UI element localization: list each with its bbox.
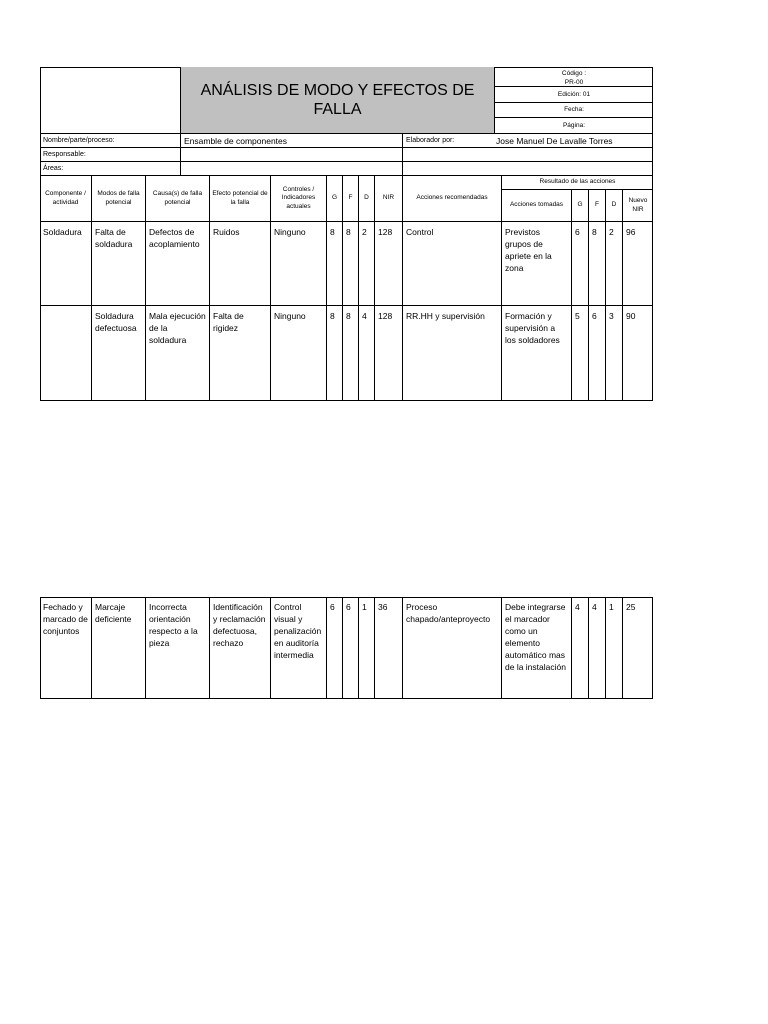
col-d: D — [359, 176, 375, 222]
edicion-cell — [494, 87, 653, 103]
codigo-value: PR-00 — [564, 79, 584, 86]
table-row-2-d2: 3 — [606, 306, 623, 401]
elaborador-label: Elaborador por: — [406, 137, 455, 144]
table-row-1-modo: Falta de soldadura — [92, 222, 146, 306]
col-componente: Componente / actividad — [40, 176, 92, 222]
col-nuevo-nir: Nuevo NIR — [623, 190, 653, 222]
table-row-2-control: Ninguno — [271, 306, 327, 401]
page-title — [181, 67, 494, 134]
col-resultado: Resultado de las acciones — [502, 176, 653, 190]
table-row-1-f2: 8 — [589, 222, 606, 306]
col-g2: G — [572, 190, 589, 222]
table-row-1-nir: 128 — [375, 222, 403, 306]
table-row-2-g2: 5 — [572, 306, 589, 401]
col-nir: NIR — [375, 176, 403, 222]
col-modos: Modos de falla potencial — [92, 176, 146, 222]
pagina-cell — [494, 118, 653, 134]
table-row-3-nir: 36 — [375, 597, 403, 699]
elaborador-label-cell — [403, 134, 493, 148]
table-row-1-g: 8 — [327, 222, 343, 306]
col-efecto: Efecto potencial de la falla — [210, 176, 271, 222]
pagina-text: Página: — [562, 122, 586, 129]
table-row-3-control: Control visual y penalización en auditoría intermedia — [271, 597, 327, 699]
table-row-1-componente: Soldadura — [40, 222, 92, 306]
responsable-label-cell — [40, 148, 181, 162]
table-row-2-causa: Mala ejecución de la soldadura — [146, 306, 210, 401]
table-row-1-accion-tom: Previstos grupos de apriete en la zona — [502, 222, 572, 306]
codigo-cell — [494, 67, 653, 87]
table-row-3-modo: Marcaje deficiente — [92, 597, 146, 699]
table-row-3-nuevo-nir: 25 — [626, 602, 636, 612]
table-row-3-d: 1 — [359, 597, 375, 699]
table-row-3-componente: Fechado y marcado de conjuntos — [40, 597, 92, 699]
table-row-1-accion-rec: Control — [403, 222, 502, 306]
col-acciones-rec: Acciones recomendadas — [403, 176, 502, 222]
table-row-1-nuevo-nir: 96 — [623, 222, 653, 306]
table-row-2-nir: 128 — [375, 306, 403, 401]
elaborador-value: Jose Manuel De Lavalle Torres — [496, 136, 613, 146]
table-row-2-nuevo-nir: 90 — [626, 311, 636, 321]
areas-label-cell — [40, 162, 181, 176]
areas-label: Áreas: — [43, 165, 64, 172]
edicion-text: Edición: 01 — [557, 91, 591, 98]
col-causas: Causa(s) de falla potencial — [146, 176, 210, 222]
nombre-label-cell — [40, 134, 181, 148]
fecha-cell — [494, 103, 653, 118]
table-row-3-g2: 4 — [572, 597, 589, 699]
areas-extra-cell — [403, 162, 653, 176]
table-row-3-causa: Incorrecta orientación respecto a la pieza — [146, 597, 210, 699]
nombre-label: Nombre/parte/proceso: — [43, 137, 115, 144]
table-row-3-f2: 4 — [589, 597, 606, 699]
table-row-1-d2: 2 — [606, 222, 623, 306]
table-row-3-accion-rec: Proceso chapado/anteproyecto — [403, 597, 502, 699]
col-acciones-tom: Acciones tomadas — [502, 190, 572, 222]
table-row-2-componente — [40, 306, 92, 401]
responsable-label: Responsable: — [43, 151, 86, 158]
table-row-3-g: 6 — [327, 597, 343, 699]
nombre-value-cell — [181, 134, 403, 148]
table-row-1-control: Ninguno — [271, 222, 327, 306]
table-row-1-f: 8 — [343, 222, 359, 306]
title-line-1: ANÁLISIS DE MODO Y EFECTOS DE — [200, 82, 475, 99]
logo-cell — [40, 67, 181, 134]
table-row-1-g2: 6 — [572, 222, 589, 306]
table-row-2-f2: 6 — [589, 306, 606, 401]
responsable-extra-cell — [403, 148, 653, 162]
table-row-1-d: 2 — [359, 222, 375, 306]
col-f2: F — [589, 190, 606, 222]
table-row-2-f: 8 — [343, 306, 359, 401]
table-row-1-causa: Defectos de acoplamiento — [146, 222, 210, 306]
title-line-2: FALLA — [313, 101, 362, 118]
col-f: F — [343, 176, 359, 222]
table-row-3-f: 6 — [343, 597, 359, 699]
col-controles: Controles / Indicadores actuales — [271, 176, 327, 222]
table-row-3-d2: 1 — [606, 597, 623, 699]
elaborador-value-cell — [493, 134, 653, 148]
nombre-value: Ensamble de componentes — [184, 136, 288, 146]
codigo-label: Código : — [561, 70, 587, 77]
table-row-3-efecto: Identificación y reclamación defectuosa, rechazo — [210, 597, 271, 699]
table-row-2-g: 8 — [327, 306, 343, 401]
table-row-3-accion-tom: Debe integrarse el marcador como un elemento automático mas de la instalación — [502, 597, 572, 699]
table-row-1-efecto: Ruidos — [210, 222, 271, 306]
table-row-2-d: 4 — [359, 306, 375, 401]
fecha-text: Fecha: — [564, 106, 584, 113]
table-row-2-efecto: Falta de rigidez — [210, 306, 271, 401]
table-row-2-modo: Soldadura defectuosa — [92, 306, 146, 401]
table-row-2-accion-tom: Formación y supervisión a los soldadores — [502, 306, 572, 401]
col-g: G — [327, 176, 343, 222]
areas-value-cell — [181, 162, 403, 176]
col-d2: D — [606, 190, 623, 222]
responsable-value-cell — [181, 148, 403, 162]
table-row-2-accion-rec: RR.HH y supervisión — [403, 306, 502, 401]
